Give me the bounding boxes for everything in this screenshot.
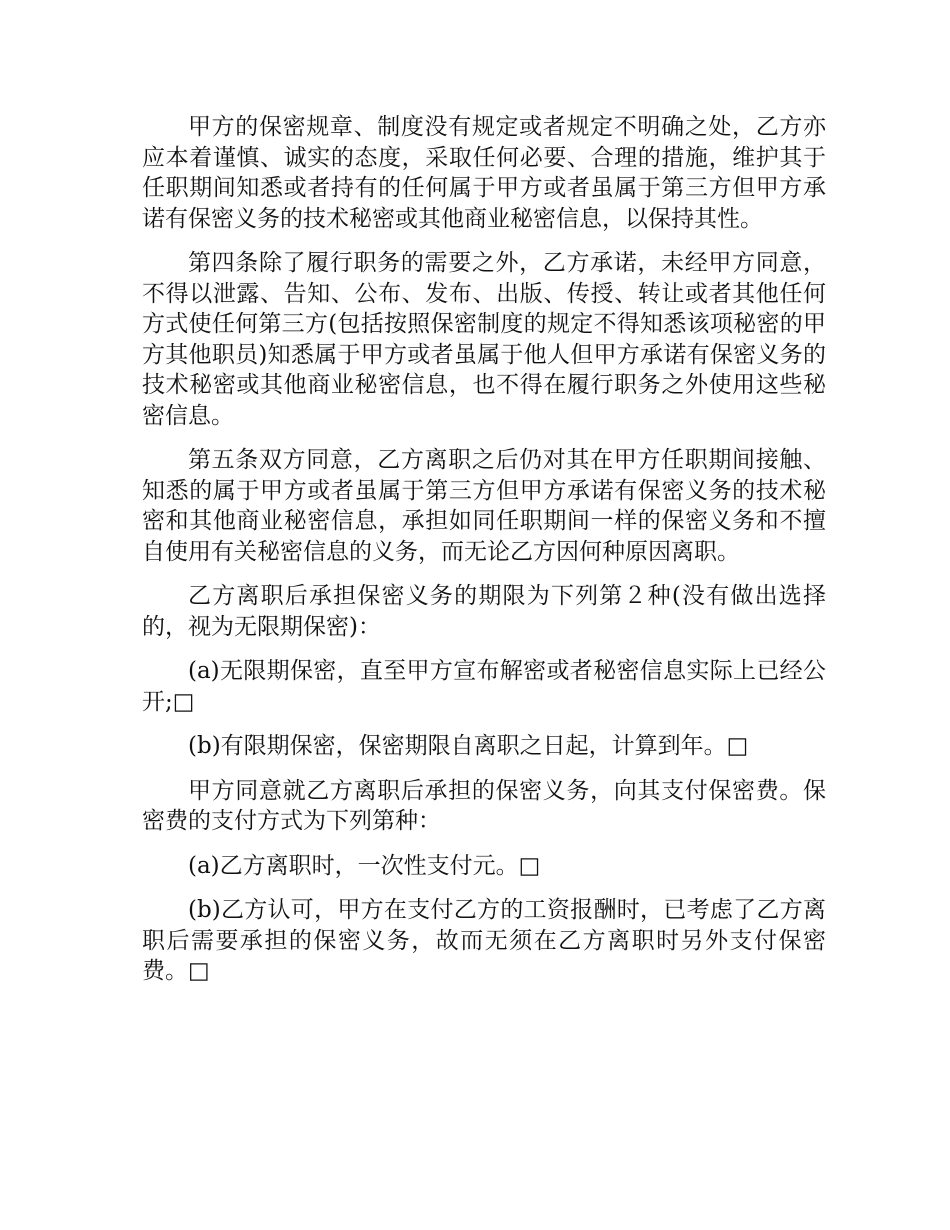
paragraph-fee-option-a: (a)乙方离职时，一次性支付元。□ — [188, 852, 541, 879]
document-body — [142, 112, 826, 1001]
paragraph-article-4: 第四条除了履行职务的需要之外，乙方承诺，未经甲方同意，不得以泄露、告知、公布、发布、出版、传授、转让或者其他任何方式使任何第三方(包括按照保密制度的规定不得知悉该项秘密的甲方其他职员)知悉属于甲方或者虽属于他人但甲方承诺有保密义务的技术秘密或其他商业秘密信息，也不得在履行职务之外使用这些秘密信息。 — [142, 250, 826, 429]
paragraph-option-a-unlimited: (a)无限期保密，直至甲方宣布解密或者秘密信息实际上已经公开;□ — [142, 658, 826, 715]
paragraph-confidentiality-term: 乙方离职后承担保密义务的期限为下列第２种(没有做出选择的，视为无限期保密)： — [142, 583, 826, 640]
paragraph-article-5: 第五条双方同意，乙方离职之后仍对其在甲方任职期间接触、知悉的属于甲方或者虽属于第三方但甲方承诺有保密义务的技术秘密和其他商业秘密信息，承担如同任职期间一样的保密义务和不擅自使用有关秘密信息的义务，而无论乙方因何种原因离职。 — [142, 447, 826, 565]
paragraph-confidentiality-rules: 甲方的保密规章、制度没有规定或者规定不明确之处，乙方亦应本着谨慎、诚实的态度，采取任何必要、合理的措施，维护其于任职期间知悉或者持有的任何属于甲方或者虽属于第三方但甲方承诺有保密义务的技术秘密或其他商业秘密信息，以保持其性。 — [142, 114, 826, 232]
paragraph-confidentiality-fee: 甲方同意就乙方离职后承担的保密义务，向其支付保密费。保密费的支付方式为下列第种： — [142, 777, 826, 834]
paragraph-fee-option-b: (b)乙方认可，甲方在支付乙方的工资报酬时，已考虑了乙方离职后需要承担的保密义务，故而无须在乙方离职时另外支付保密费。□ — [142, 897, 826, 984]
paragraph-option-b-limited: (b)有限期保密，保密期限自离职之日起，计算到年。□ — [188, 733, 749, 759]
